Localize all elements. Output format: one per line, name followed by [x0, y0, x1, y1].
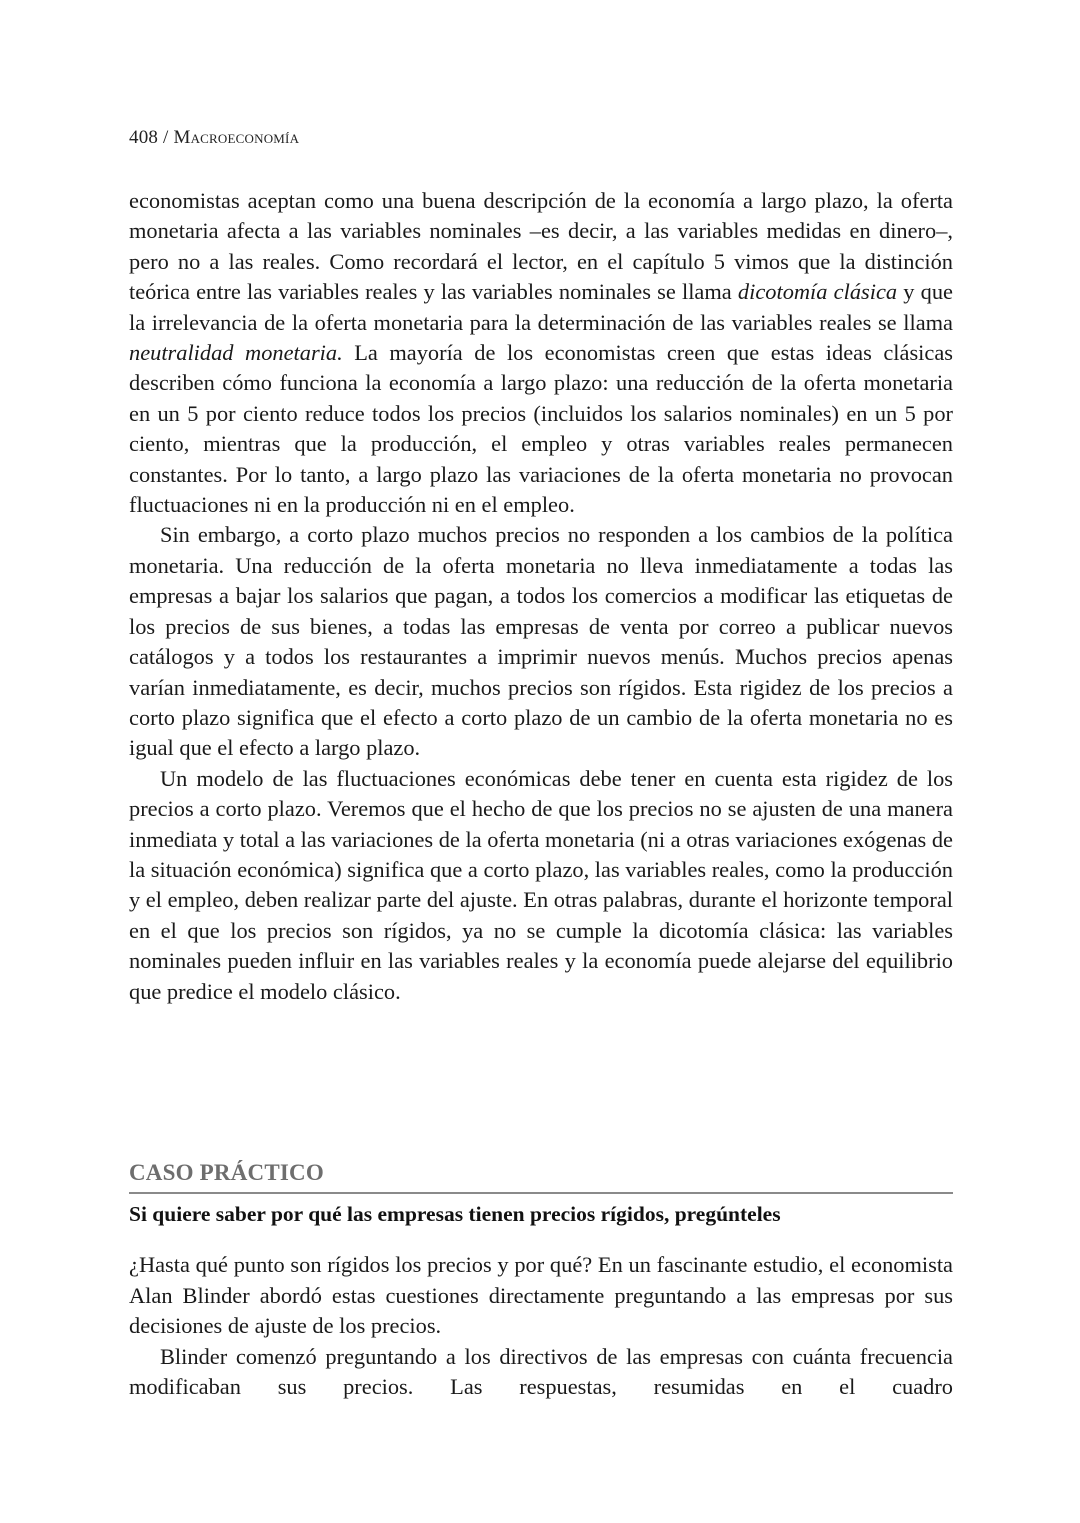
case-paragraph-1: ¿Hasta qué punto son rígidos los precios y por qué? En un fascinante estudio, el economista Alan Blinder abordó estas cuestiones directamente preguntando a las empresas por sus decisiones de ajuste de los precios. [129, 1252, 953, 1339]
header-separator: / [158, 127, 174, 148]
page-number: 408 [129, 127, 159, 148]
case-study-title: Si quiere saber por qué las empresas tienen precios rígidos, pregúnteles [129, 1202, 781, 1226]
paragraph-1 [129, 186, 953, 520]
case-study-label: CASO PRÁCTICO [129, 1156, 953, 1194]
case-study-text [129, 1250, 953, 1403]
paragraph-1-text-b: y que la irrelevancia de la oferta monetaria para la determinación de las variables reales se llama [129, 279, 953, 335]
book-title: Macroeconomía [173, 127, 300, 148]
term-neutralidad-monetaria: neutralidad monetaria. [129, 340, 343, 366]
term-dicotomia-clasica: dicotomía clásica [737, 279, 898, 305]
paragraph-3: Un modelo de las fluctuaciones económicas debe tener en cuenta esta rigidez de los precios a corto plazo. Veremos que el hecho de que los precios no se ajusten de una manera inmediata y total a las variaciones de la oferta monetaria (ni a otras variaciones exógenas de la situación económica) significa que a corto plazo, las variables reales, como la producción y el empleo, deben realizar parte del ajuste. En otras palabras, durante el horizonte temporal en el que los precios son rígidos, ya no se cumple la dicotomía clásica: las variables nominales pueden influir en las variables reales y la economía puede alejarse del equilibrio que predice el modelo clásico. [129, 765, 953, 1004]
case-study-heading [129, 1156, 953, 1229]
paragraph-1-text-a: economistas aceptan como una buena descripción de la economía a largo plazo, la oferta monetaria afecta a las variables nominales –es decir, a las variables medidas en dinero–, pero no a las reales. Como recordará el lector, en el capítulo 5 vimos que la distinción teórica entre las variables reales y las variables nominales se llama [129, 188, 953, 305]
main-text [129, 186, 953, 1007]
case-paragraph-2: Blinder comenzó preguntando a los directivos de las empresas con cuánta frecuencia modificaban sus precios. Las respuestas, resumidas en el cuadro [129, 1343, 953, 1400]
paragraph-2: Sin embargo, a corto plazo muchos precios no responden a los cambios de la política monetaria. Una reducción de la oferta monetaria no lleva inmediatamente a todas las empresas a bajar los salarios que pagan, a todos los comercios a modificar las etiquetas de los precios de sus bienes, a todas las empresas de venta por correo a publicar nuevos catálogos y a todos los restaurantes a imprimir nuevos menús. Muchos precios apenas varían inmediatamente, es decir, muchos precios son rígidos. Esta rigidez de los precios a corto plazo significa que el efecto a corto plazo de un cambio de la oferta monetaria no es igual que el efecto a largo plazo. [129, 522, 953, 761]
running-head [129, 127, 299, 149]
paragraph-1-text-c: La mayoría de los economistas creen que estas ideas clásicas describen cómo funciona la economía a largo plazo: una reducción de la oferta monetaria en un 5 por ciento reduce todos los precios (incluidos los salarios nominales) en un 5 por ciento, mientras que la producción, el empleo y otras variables reales permanecen constantes. Por lo tanto, a largo plazo las variaciones de la oferta monetaria no provocan fluctuaciones ni en la producción ni en el empleo. [129, 340, 953, 518]
